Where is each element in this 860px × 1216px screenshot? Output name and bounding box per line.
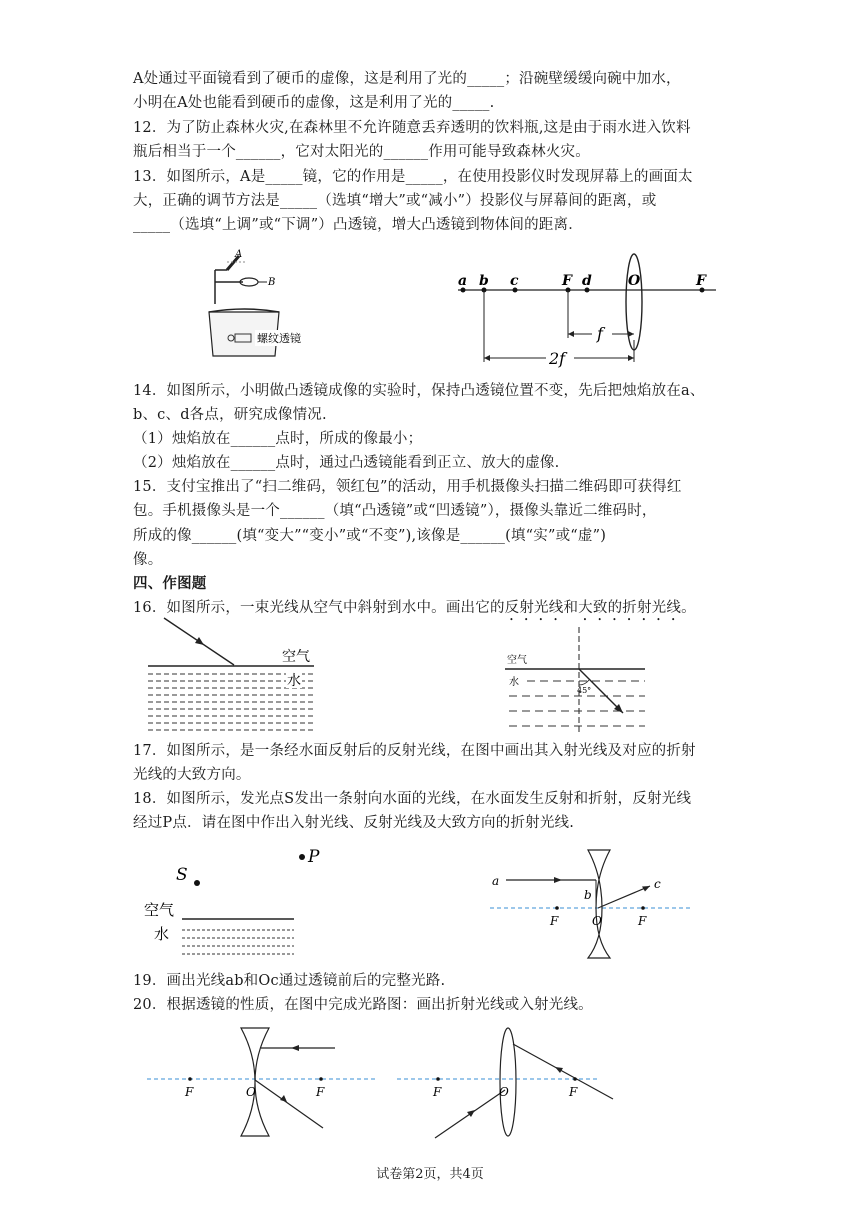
label-b: b xyxy=(584,888,592,902)
point-S: S xyxy=(176,865,188,885)
point-b: b xyxy=(479,273,489,289)
question-15-line: 15．支付宝推出了“扫二维码，领红包”的活动，用手机摄像头扫描二维码即可获得红 xyxy=(133,479,682,495)
focus-F-left: F xyxy=(433,1085,442,1099)
label-a: a xyxy=(492,874,500,888)
page-footer: 试卷第2页，共4页 xyxy=(376,1167,484,1182)
fresnel-lens-caption: 螺纹透镜 xyxy=(257,332,301,345)
focus-F-left: F xyxy=(550,914,559,928)
point-d: d xyxy=(582,273,592,289)
point-P: P xyxy=(308,847,320,867)
focus-F-right: F xyxy=(569,1085,578,1099)
question-17-line: 17．如图所示，是一条经水面反射后的反射光线，在图中画出其入射光线及对应的折射 xyxy=(133,743,696,759)
center-O: O xyxy=(592,914,602,928)
text-line: 光线的大致方向。 xyxy=(133,767,251,783)
point-O: O xyxy=(628,273,641,289)
air-label: 空气 xyxy=(144,901,175,919)
figure-16 xyxy=(146,615,316,740)
question-12-line: 12．为了防止森林火灾,在森林里不允许随意丢弃透明的饮料瓶,这是由于雨水进入饮料 xyxy=(133,120,691,136)
text-line: 大，正确的调节方法是_____（选填“增大”或“减小”）投影仪与屏幕间的距离，或 xyxy=(133,193,657,209)
label-A: A xyxy=(235,249,243,260)
angle-label: 45° xyxy=(577,686,592,695)
figure-20a xyxy=(145,1024,380,1144)
air-label: 空气 xyxy=(507,655,527,666)
emphasis-text: 反射光线 xyxy=(504,600,564,616)
text-line: _____（选填“上调”或“下调”）凸透镜，增大凸透镜到物体间的距离． xyxy=(133,217,583,233)
focus-F-right: F xyxy=(638,914,647,928)
figure-20b xyxy=(395,1024,625,1144)
text-line: 经过P点．请在图中作出入射光线、反射光线及大致方向的折射光线. xyxy=(133,815,575,831)
point-a: a xyxy=(458,273,468,289)
figure-17 xyxy=(505,625,650,740)
water-label: 水 xyxy=(509,677,519,688)
text-span: 和 xyxy=(563,600,579,616)
text-line: A处通过平面镜看到了硬币的虚像，这是利用了光的_____；沿碗壁缓缓向碗中加水， xyxy=(133,71,681,87)
focus-F-right: F xyxy=(316,1085,325,1099)
question-14-line: 14．如图所示，小明做凸透镜成像的实验时，保持凸透镜位置不变，先后把烛焰放在a、 xyxy=(133,383,705,399)
text-line: （2）烛焰放在______点时，通过凸透镜能看到正立、放大的虚像. xyxy=(133,455,560,471)
figure-18 xyxy=(140,838,320,968)
text-line: （1）烛焰放在______点时，所成的像最小； xyxy=(133,431,423,447)
point-F-right: F xyxy=(696,273,706,289)
air-label: 空气 xyxy=(282,649,310,665)
emphasis-text: 大致的折射光线 xyxy=(578,600,682,616)
text-line: b、c、d各点，研究成像情况. xyxy=(133,407,327,423)
text-line: 所成的像______(填“变大”“变小”或“不变”),该像是______(填“实”或“虚”) xyxy=(133,528,607,544)
text-line: 瓶后相当于一个______，它对太阳光的______作用可能导致森林火灾。 xyxy=(133,144,590,160)
point-F-left: F xyxy=(562,273,572,289)
figure-19 xyxy=(488,846,693,961)
section-heading: 四、作图题 xyxy=(133,575,207,592)
water-label: 水 xyxy=(154,925,170,943)
question-19-line: 19．画出光线ab和Oc通过透镜前后的完整光路. xyxy=(133,973,446,989)
text-line: 包。手机摄像头是一个______（填“凸透镜”或“凹透镜”），摄像头靠近二维码时， xyxy=(133,503,657,519)
question-18-line: 18．如图所示，发光点S发出一条射向水面的光线，在水面发生反射和折射，反射光线 xyxy=(133,791,692,807)
point-c: c xyxy=(510,273,519,289)
label-2f: 2f xyxy=(549,349,566,368)
text-line: 小明在A处也能看到硬币的虚像，这是利用了光的_____. xyxy=(133,95,495,111)
text-span: 16．如图所示，一束光线从空气中斜射到水中。画出它的 xyxy=(133,600,505,616)
label-B: B xyxy=(268,277,276,288)
question-20-line: 20．根据透镜的性质，在图中完成光路图：画出折射光线或入射光线。 xyxy=(133,997,593,1013)
projector-figure xyxy=(205,246,325,366)
question-13-line: 13．如图所示，A是_____镜，它的作用是_____，在使用投影仪时发现屏幕上的画面太 xyxy=(133,169,693,185)
label-c: c xyxy=(654,877,661,891)
center-O: O xyxy=(246,1085,256,1099)
optical-axis-figure xyxy=(448,250,728,368)
center-O: O xyxy=(499,1085,509,1099)
water-label: 水 xyxy=(287,673,301,689)
label-f: f xyxy=(597,324,603,343)
text-span: 。 xyxy=(681,600,696,616)
text-line: 像。 xyxy=(133,552,163,568)
focus-F-left: F xyxy=(185,1085,194,1099)
